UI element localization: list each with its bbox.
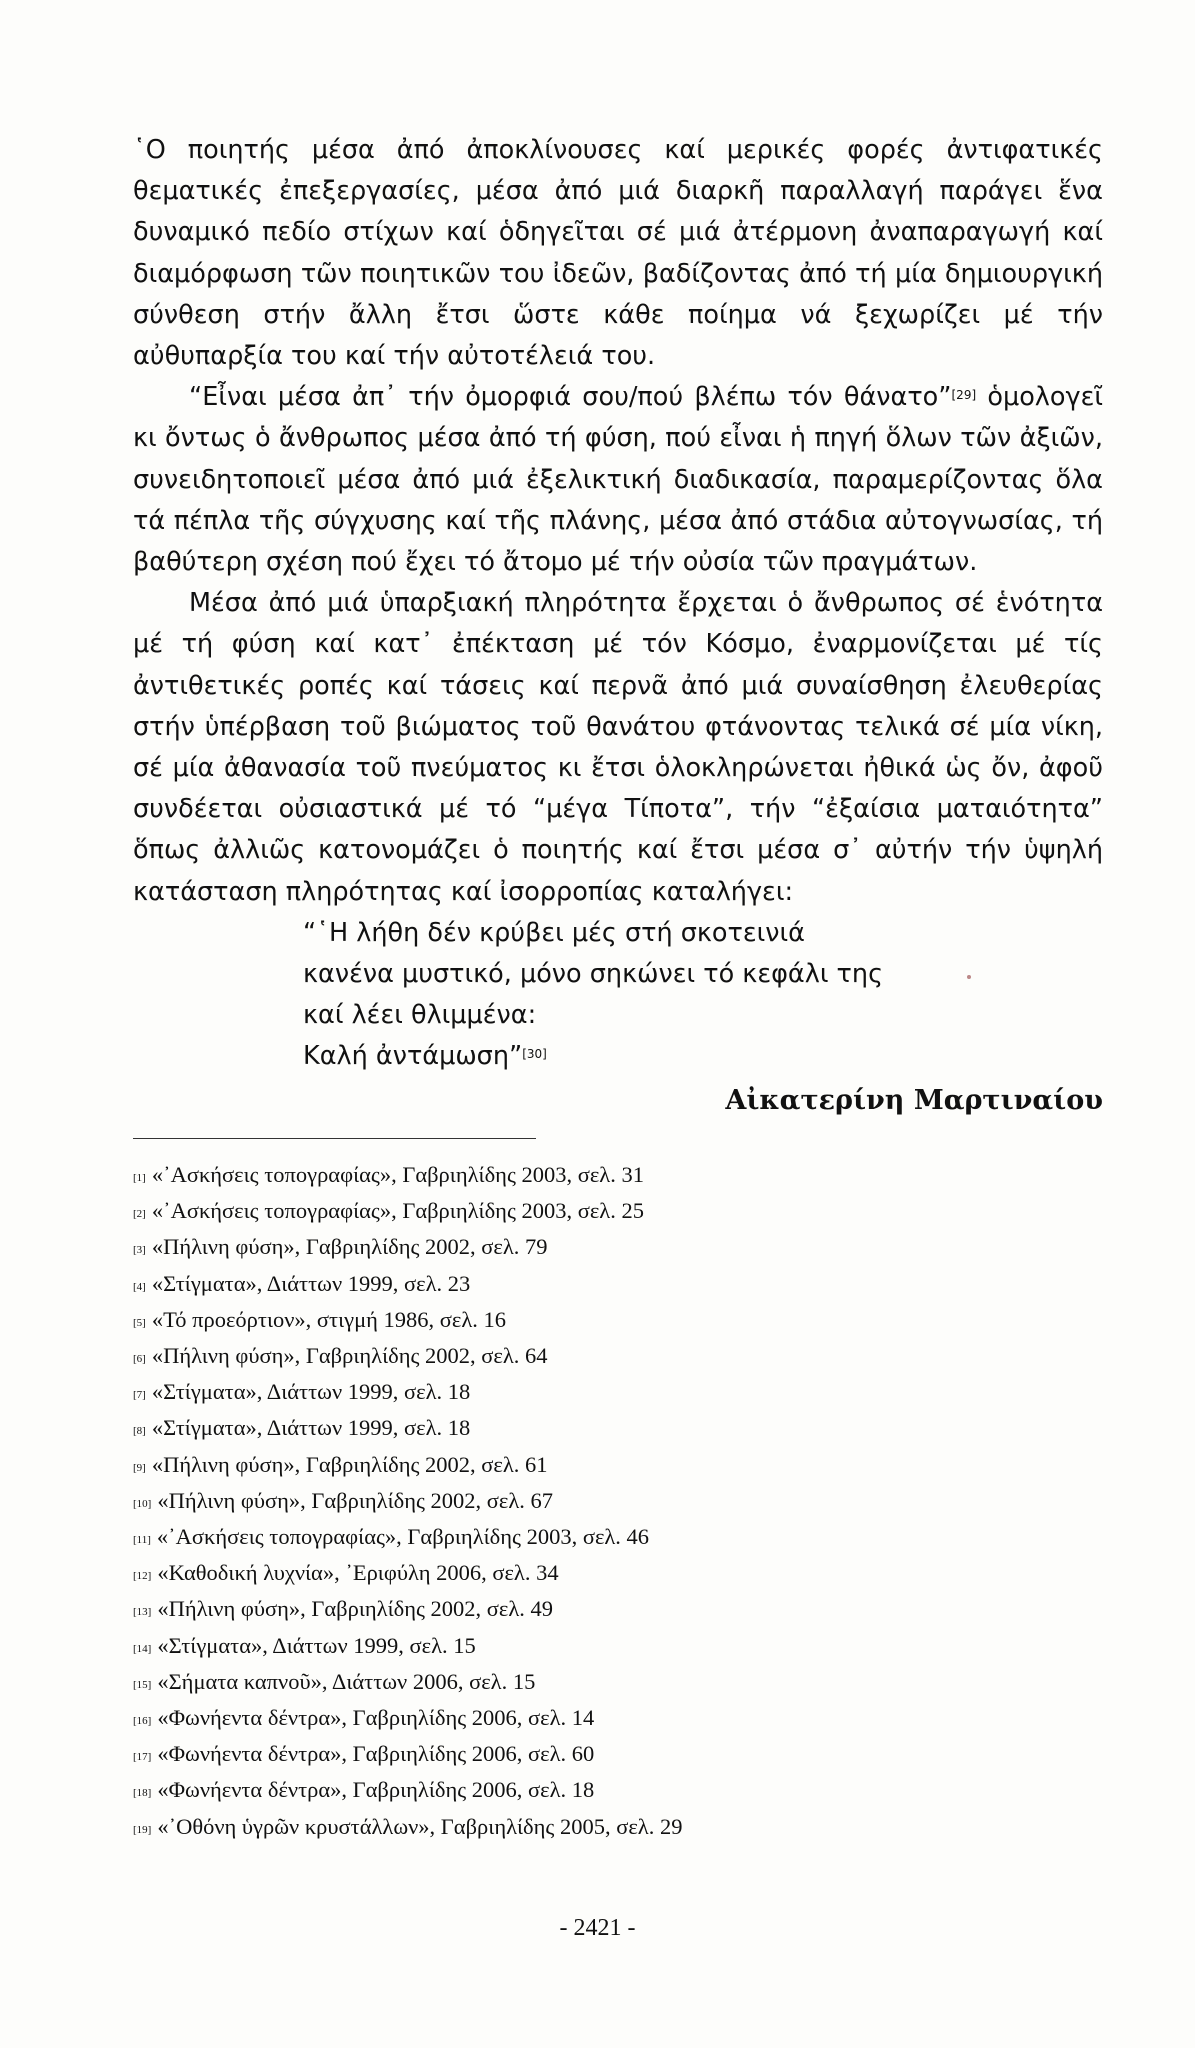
footnote-ref-30[interactable]: [30]	[522, 1047, 547, 1062]
footnote-item	[133, 1157, 933, 1193]
footnote-number: [2]	[133, 1208, 146, 1221]
footnote-text: «Φωνήεντα δέντρα», Γαβριηλίδης 2006, σελ. 60	[157, 1741, 595, 1767]
page-number: - 2421 -	[559, 1915, 636, 1941]
footnote-number: [15]	[133, 1678, 152, 1691]
footnote-item	[133, 1628, 933, 1664]
footnote-number: [9]	[133, 1461, 146, 1474]
footnote-text: «Στίγματα», Διάττων 1999, σελ. 15	[157, 1632, 476, 1658]
footnote-item	[133, 1374, 933, 1410]
poem-quotation: “Εἶναι μέσα ἀπ᾿ τήν ὀμορφιά σου/πού βλέπω τόν θάνατο”	[189, 382, 952, 413]
footnote-text: «Σήματα καπνοῦ», Διάττων 2006, σελ. 15	[157, 1668, 536, 1694]
paragraph-2	[133, 377, 1103, 583]
footnote-item	[133, 1591, 933, 1627]
footnote-text: «Πήλινη φύση», Γαβριηλίδης 2002, σελ. 61	[151, 1451, 548, 1477]
footnote-item	[133, 1664, 933, 1700]
paragraph-2-continuation: ὁμολογεῖ κι ὄντως ὁ ἄνθρωπος μέσα ἀπό τή φύση, πού εἶναι ἡ πηγή ὅλων τῶν ἀξιῶν, συνειδητοποιεῖ μέσα ἀπό μιά ἐξελικτική διαδικασία, παραμερίζοντας ὅλα τά πέπλα τῆς σύγχυσης καί τῆς πλάνης, μέσα ἀπό στάδια αὐτογνωσίας, τή βαθύτερη σχέση πού ἔχει τό ἄτομο μέ τήν οὐσία τῶν πραγμάτων.	[133, 382, 1103, 578]
footnote-number: [8]	[133, 1425, 146, 1438]
footnote-number: [3]	[133, 1244, 146, 1257]
footnote-text: «Στίγματα», Διάττων 1999, σελ. 18	[151, 1379, 471, 1405]
print-speck	[967, 975, 971, 979]
quote-line-1: “῾Η λήθη δέν κρύβει μές στή σκοτεινιά	[303, 917, 805, 948]
footnote-number: [7]	[133, 1389, 146, 1402]
footnote-item	[133, 1483, 933, 1519]
footnote-text: «Πήλινη φύση», Γαβριηλίδης 2002, σελ. 79	[151, 1234, 548, 1260]
footnote-text: «Στίγματα», Διάττων 1999, σελ. 18	[151, 1415, 471, 1441]
footnote-item	[133, 1772, 933, 1808]
footnote-text: «Πήλινη φύση», Γαβριηλίδης 2002, σελ. 64	[151, 1343, 548, 1369]
article-body	[133, 130, 1103, 1121]
footnote-number: [17]	[133, 1751, 152, 1764]
poem-quote-block	[303, 913, 1103, 1078]
footnote-item	[133, 1519, 933, 1555]
footnote-item	[133, 1555, 933, 1591]
footnote-number: [14]	[133, 1642, 152, 1655]
paragraph-3: Μέσα ἀπό μιά ὑπαρξιακή πληρότητα ἔρχεται ὁ ἄνθρωπος σέ ἑνότητα μέ τή φύση καί κατ᾿ ἐπέκταση μέ τόν Κόσμο, ἐναρμονίζεται μέ τίς ἀντιθετικές ροπές καί τάσεις καί περνᾶ ἀπό μιά συναίσθηση ἐλευθερίας στήν ὑπέρβαση τοῦ βιώματος τοῦ θανάτου φτάνοντας τελικά σέ μία νίκη, σέ μία ἀθανασία τοῦ πνεύματος κι ἔτσι ὁλοκληρώνεται ἠθικά ὡς ὄν, ἀφοῦ συνδέεται οὐσιαστικά μέ τό “μέγα Τίποτα”, τήν “ἐξαίσια ματαιότητα” ὅπως ἀλλιῶς κατονομάζει ὁ ποιητής καί ἔτσι μέσα σ᾿ αὐτήν τήν ὑψηλή κατάσταση πληρότητας καί ἰσορροπίας καταλήγει:	[133, 588, 1103, 907]
footnote-number: [4]	[133, 1280, 146, 1293]
footnote-number: [11]	[133, 1534, 151, 1547]
footnote-item	[133, 1229, 933, 1265]
footnote-item	[133, 1193, 933, 1229]
footnote-item	[133, 1302, 933, 1338]
footnote-text: «᾿Οθόνη ὑγρῶν κρυστάλλων», Γαβριηλίδης 2005, σελ. 29	[157, 1813, 683, 1839]
footnote-text: «Φωνήεντα δέντρα», Γαβριηλίδης 2006, σελ. 18	[157, 1777, 595, 1803]
footnote-ref-29[interactable]: [29]	[951, 388, 977, 403]
footnote-number: [19]	[133, 1823, 152, 1836]
footnote-number: [13]	[133, 1606, 152, 1619]
footnote-item	[133, 1700, 933, 1736]
paragraph-1: ῾Ο ποιητής μέσα ἀπό ἀποκλίνουσες καί μερικές φορές ἀντιφατικές θεματικές ἐπεξεργασίες, μέσα ἀπό μιά διαρκῆ παραλλαγή παράγει ἕνα δυναμικό πεδίο στίχων καί ὁδηγεῖται σέ μιά ἀτέρμονη ἀναπαραγωγή καί διαμόρφωση τῶν ποιητικῶν του ἰδεῶν, βαδίζοντας ἀπό τή μία δημιουργική σύνθεση στήν ἄλλη ἔτσι ὥστε κάθε ποίημα νά ξεχωρίζει μέ τήν αὐθυπαρξία του καί τήν αὐτοτέλειά του.	[133, 135, 1103, 372]
footnote-number: [16]	[133, 1715, 152, 1728]
footnote-divider	[133, 1138, 536, 1139]
footnote-text: «Φωνήεντα δέντρα», Γαβριηλίδης 2006, σελ. 14	[157, 1705, 595, 1731]
footnote-item	[133, 1447, 933, 1483]
footnote-number: [18]	[133, 1787, 152, 1800]
footnote-text: «Πήλινη φύση», Γαβριηλίδης 2002, σελ. 67	[157, 1487, 554, 1513]
footnote-number: [1]	[133, 1172, 146, 1184]
footnote-number: [6]	[133, 1353, 146, 1366]
footnote-item	[133, 1410, 933, 1446]
footnote-item	[133, 1338, 933, 1374]
footnote-text: «᾿Ασκήσεις τοπογραφίας», Γαβριηλίδης 2003, σελ. 31	[151, 1162, 644, 1187]
footnote-item	[133, 1809, 933, 1845]
footnote-number: [10]	[133, 1497, 152, 1510]
footnote-text: «Τό προεόρτιον», στιγμή 1986, σελ. 16	[151, 1306, 507, 1332]
quote-line-4	[303, 1036, 1103, 1077]
footnote-text: «Πήλινη φύση», Γαβριηλίδης 2002, σελ. 49	[157, 1596, 554, 1622]
footnote-number: [5]	[133, 1316, 146, 1329]
footnote-number: [12]	[133, 1570, 152, 1583]
footnote-text: «Στίγματα», Διάττων 1999, σελ. 23	[151, 1270, 471, 1296]
quote-line-2: κανένα μυστικό, μόνο σηκώνει τό κεφάλι της	[303, 959, 884, 990]
footnote-text: «᾿Ασκήσεις τοπογραφίας», Γαβριηλίδης 2003, σελ. 25	[151, 1198, 644, 1224]
footnote-text: «Καθοδική λυχνία», ᾿Εριφύλη 2006, σελ. 34	[157, 1560, 559, 1586]
author-signature: Αἰκατερίνη Μαρτιναίου	[725, 1084, 1103, 1116]
quote-line-3: καί λέει θλιμμένα:	[303, 1000, 537, 1031]
footnotes-list	[133, 1157, 933, 1845]
footnote-item	[133, 1736, 933, 1772]
footnote-item	[133, 1266, 933, 1302]
footnote-text: «᾿Ασκήσεις τοπογραφίας», Γαβριηλίδης 2003, σελ. 46	[156, 1524, 650, 1550]
quote-line-4-text: Καλή ἀντάμωση”	[303, 1041, 523, 1072]
